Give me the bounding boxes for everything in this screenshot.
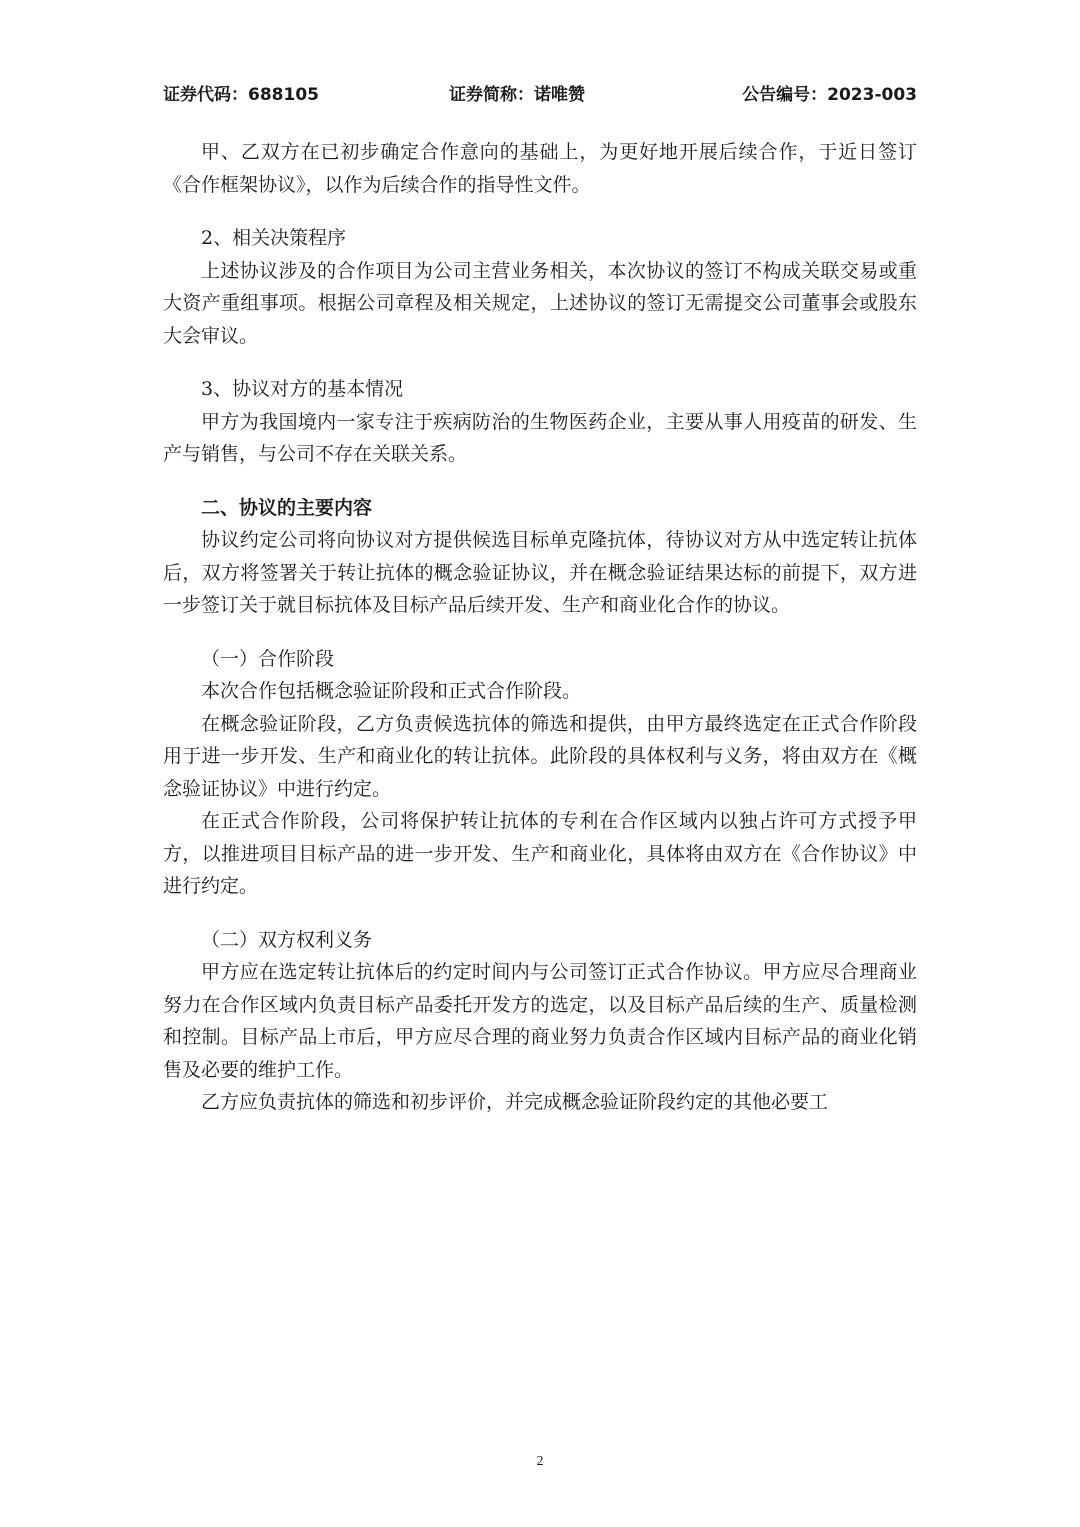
subsection-title-stages: （一）合作阶段 [201, 647, 335, 670]
document-body [163, 136, 917, 1119]
section-title-decision: 2、相关决策程序 [201, 227, 347, 249]
paragraph-counterparty: 甲方为我国境内一家专注于疾病防治的生物医药企业，主要从事人用疫苗的研发、生产与销售，与公司不存在关联关系。 [163, 410, 917, 465]
paragraph-poc-stage: 在概念验证阶段，乙方负责候选抗体的筛选和提供，由甲方最终选定在正式合作阶段用于进一步开发、生产和商业化的转让抗体。此阶段的具体权利与义务，将由双方在《概念验证协议》中进行约定。 [163, 712, 917, 800]
paragraph-intro: 甲、乙双方在已初步确定合作意向的基础上，为更好地开展后续合作，于近日签订《合作框架协议》，以作为后续合作的指导性文件。 [163, 141, 917, 196]
paragraph-formal-stage: 在正式合作阶段，公司将保护转让抗体的专利在合作区域内以独占许可方式授予甲方，以推进项目目标产品的进一步开发、生产和商业化，具体将由双方在《合作协议》中进行约定。 [163, 810, 917, 897]
paragraph-decision: 上述协议涉及的合作项目为公司主营业务相关，本次协议的签订不构成关联交易或重大资产重组事项。根据公司章程及相关规定，上述协议的签订无需提交公司董事会或股东大会审议。 [163, 259, 917, 347]
paragraph-party-a-obligations: 甲方应在选定转让抗体后的约定时间内与公司签订正式合作协议。甲方应尽合理商业努力在合作区域内负责目标产品委托开发方的选定，以及目标产品后续的生产、质量检测和控制。目标产品上市后，甲方应尽合理的商业努力负责合作区域内目标产品的商业化销售及必要的维护工作。 [163, 961, 917, 1081]
stock-code: 证券代码：688105 [163, 85, 319, 105]
document-page [163, 0, 917, 1527]
paragraph-agreement: 协议约定公司将向协议对方提供候选目标单克隆抗体，待协议对方从中选定转让抗体后，双方将签署关于转让抗体的概念验证协议，并在概念验证结果达标的前提下，双方进一步签订关于就目标抗体及目标产品后续开发、生产和商业化合作的协议。 [163, 529, 917, 616]
section-title-counterparty: 3、协议对方的基本情况 [201, 378, 404, 400]
section-title-main-content: 二、协议的主要内容 [201, 496, 373, 519]
page-header [163, 80, 917, 104]
notice-number: 公告编号：2023-003 [742, 85, 917, 105]
paragraph-stages: 本次合作包括概念验证阶段和正式合作阶段。 [201, 680, 582, 702]
stock-name: 证券简称：诺唯赞 [449, 85, 585, 105]
subsection-title-rights: （二）双方权利义务 [201, 928, 373, 951]
page-number: 2 [536, 1454, 544, 1469]
paragraph-party-b-obligations: 乙方应负责抗体的筛选和初步评价，并完成概念验证阶段约定的其他必要工 [201, 1091, 829, 1113]
